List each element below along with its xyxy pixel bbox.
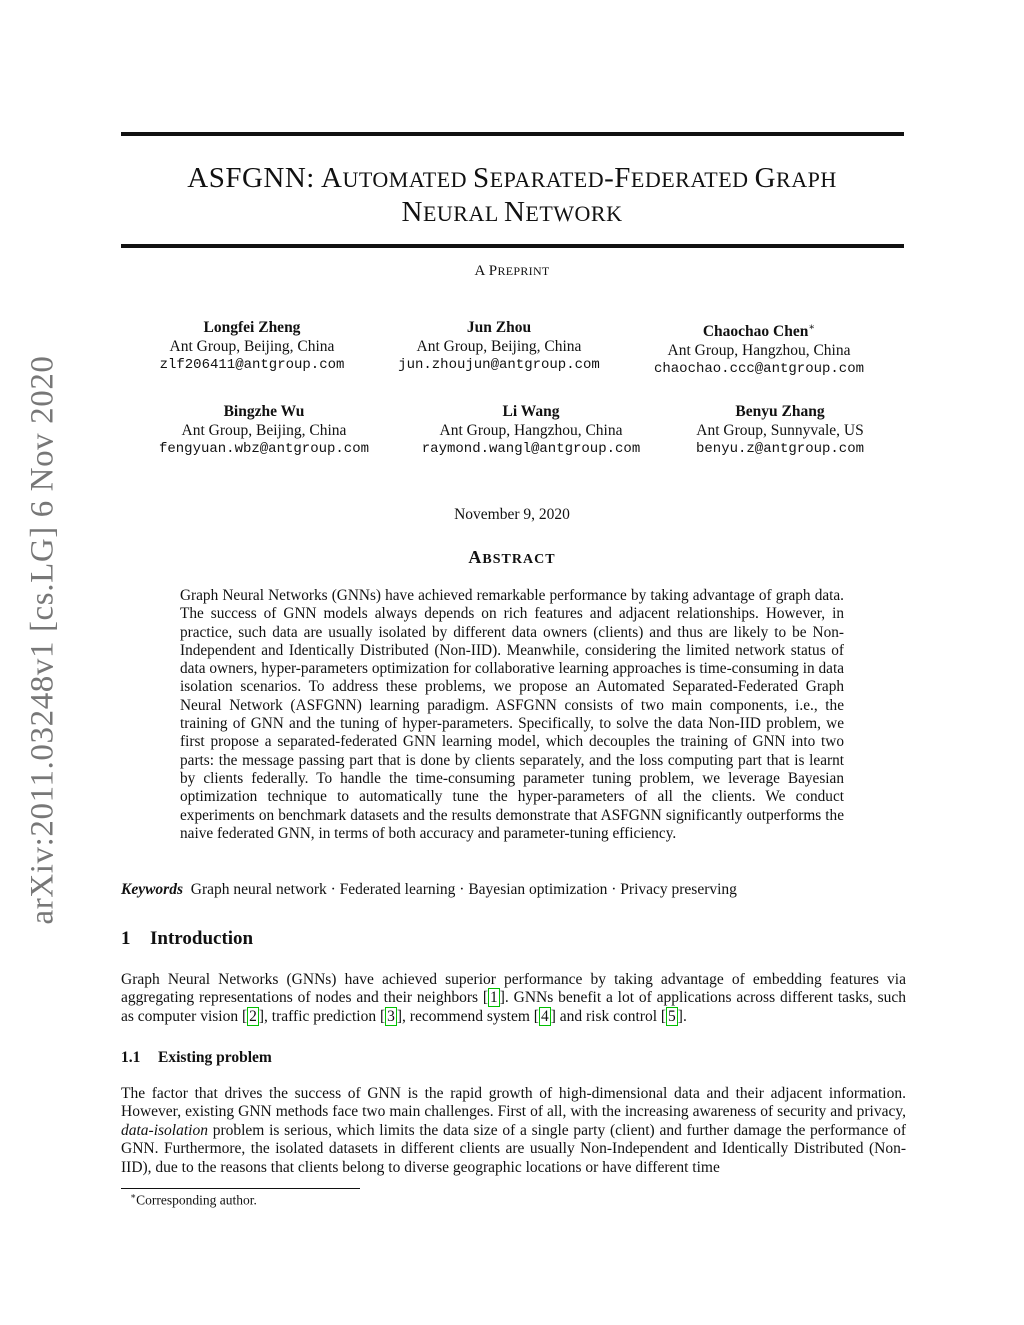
publication-date: November 9, 2020 [454, 506, 570, 523]
author-name: Longfei Zheng [203, 319, 301, 336]
keywords-label: Keywords [121, 881, 183, 898]
existing-problem-paragraph: The factor that drives the success of GNN is the rapid growth of high-dimensional data and their adjacent information. However, existing GNN methods face two main challenges. First of all, with the increasing awareness of security and privacy, data-isolation problem is serious, which limits the data size of a single party (client) and further damage the performance of GNN. Furthermore, the isolated datasets in different clients are usually Non-Independent and Identically Distributed (Non-IID), due to the reasons that clients belong to diverse geographic locations or have different time [121, 1085, 906, 1176]
author-email: benyu.z@antgroup.com [695, 441, 865, 457]
paper-title-line-1: ASFGNN: AUTOMATED SEPARATED-FEDERATED GRAPH [187, 162, 837, 194]
author-email: chaochao.ccc@antgroup.com [653, 361, 865, 378]
author-affiliation: Ant Group, Beijing, China [181, 422, 347, 439]
preprint-label: A PREPRINT [474, 263, 550, 279]
author-affiliation: Ant Group, Sunnyvale, US [696, 422, 864, 439]
author-affiliation: Ant Group, Beijing, China [169, 338, 335, 355]
footnote-rule [121, 1188, 360, 1189]
author-name: Benyu Zhang [735, 403, 825, 420]
citation-link[interactable]: 1 [490, 989, 498, 1007]
arxiv-id: arXiv:2011.03248v1 [cs.LG] 6 Nov 2020 [24, 355, 61, 925]
footnote: ∗Corresponding author. [130, 1191, 257, 1208]
author-block [122, 318, 382, 375]
citation-link[interactable]: 5 [668, 1007, 676, 1025]
title-top-rule [121, 132, 904, 136]
keywords-list: Graph neural network · Federated learning · Bayesian optimization · Privacy preserving [190, 881, 737, 898]
author-name: Chaochao Chen∗ [702, 322, 816, 341]
author-affiliation: Ant Group, Beijing, China [416, 338, 582, 355]
author-email: jun.zhoujun@antgroup.com [398, 357, 600, 373]
author-email: zlf206411@antgroup.com [159, 357, 345, 373]
author-affiliation: Ant Group, Hangzhou, China [439, 422, 623, 439]
keywords [121, 881, 904, 899]
author-email: fengyuan.wbz@antgroup.com [158, 441, 370, 457]
author-affiliation: Ant Group, Hangzhou, China [667, 342, 851, 360]
corresponding-mark: ∗ [808, 322, 816, 333]
author-email: raymond.wangl@antgroup.com [421, 441, 641, 457]
title-bottom-rule [121, 244, 904, 248]
citation-link[interactable]: 4 [540, 1007, 549, 1025]
author-block [629, 318, 889, 379]
author-name: Jun Zhou [466, 319, 532, 336]
intro-paragraph: Graph Neural Networks (GNNs) have achieved superior performance by taking advantage of embedding features via aggregating representations of nodes and their neighbors [ 1 ]. GNNs benefit a lot of applications across different tasks, such as computer vision [ 2 ], traffic prediction [ 3 ], recommend system [ 4 ] and risk control [ 5 ]. [121, 971, 906, 1025]
paper-title-line-2: NEURAL NETWORK [401, 196, 623, 228]
author-name: Bingzhe Wu [223, 403, 305, 420]
author-block [369, 318, 629, 375]
author-name: Li Wang [502, 403, 560, 420]
author-block [134, 402, 394, 459]
author-block [650, 402, 910, 459]
subsection-heading: 1.1 Existing problem [121, 1049, 272, 1066]
section-heading: 1 Introduction [121, 928, 254, 949]
abstract-text: Graph Neural Networks (GNNs) have achieved remarkable performance by taking advantage of graph data. The success of GNN models always depends on rich features and adjacent relationships. However, in practice, such data are usually isolated by different data owners (clients) and thus are likely to be Non-Independent and Identically Distributed (Non-IID). Meanwhile, considering the limited network status of data owners, hyper-parameters optimization for collaborative learning approaches is time-consuming in data isolation scenarios. To address these problems, we propose an Automated Separated-Federated Graph Neural Network (ASFGNN) learning paradigm. ASFGNN consists of two main components, i.e., the training of GNN and the tuning of hyper-parameters. Specifically, to solve the data Non-IID problem, we first propose a separated-federated GNN learning model, which decouples the training of GNN into two parts: the message passing part that is done by clients separately, and the loss computing part that is learnt by clients federally. To handle the time-consuming parameter tuning problem, we leverage Bayesian optimization technique to automatically tune the hyper-parameters of all the clients. We conduct experiments on benchmark datasets and the results demonstrate that ASFGNN significantly outperforms the naive federated GNN, in terms of both accuracy and parameter-tuning efficiency. [180, 587, 844, 842]
author-block [401, 402, 661, 459]
citation-link[interactable]: 2 [249, 1007, 257, 1025]
citation-link[interactable]: 3 [387, 1007, 395, 1025]
abstract-heading: ABSTRACT [468, 547, 556, 567]
